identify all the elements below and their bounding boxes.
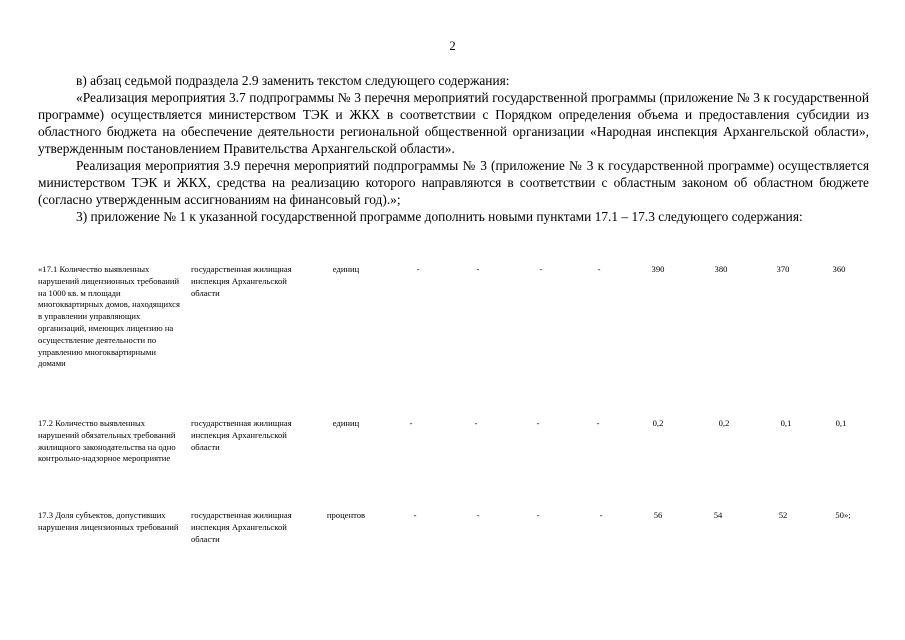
value-cell: - bbox=[597, 264, 601, 274]
value-cell: 370 bbox=[776, 264, 790, 274]
value-cell: - bbox=[476, 264, 480, 274]
indicator-name: 17.3 Доля субъектов, допустивших нарушения лицензионных требований bbox=[38, 510, 179, 532]
value-cell: - bbox=[536, 510, 540, 520]
value-cell: - bbox=[539, 264, 543, 274]
value-cell: 50»; bbox=[835, 510, 851, 520]
value-cell: 0,2 bbox=[652, 418, 664, 428]
value-cell: 52 bbox=[778, 510, 788, 520]
indicators-table bbox=[38, 264, 869, 550]
value-cell: 56 bbox=[653, 510, 663, 520]
indicator-name: «17.1 Количество выявленных нарушений лицензионных требований на 1000 кв. м площади многоквартирных домов, находящихся в управлении управляющих организаций, имеющих лицензию на осуществление деятельности по управлению многоквартирными домами bbox=[38, 264, 180, 369]
value-cell: - bbox=[413, 510, 417, 520]
value-cell: - bbox=[474, 418, 478, 428]
body-text bbox=[38, 72, 869, 225]
value-cell: - bbox=[476, 510, 480, 520]
unit: единиц bbox=[332, 418, 360, 428]
value-cell: - bbox=[416, 264, 420, 274]
value-cell: - bbox=[599, 510, 603, 520]
value-cell: 54 bbox=[713, 510, 723, 520]
responsible-org: государственная жилищная инспекция Архангельской области bbox=[191, 418, 292, 452]
table-row bbox=[38, 264, 869, 418]
paragraph: «Реализация мероприятия 3.7 подпрограммы № 3 перечня мероприятий государственной программы (приложение № 3 к государственной программе) осуществляется министерством ТЭК и ЖКХ в соответствии с Порядком определения объема и предоставления субсидии из областного бюджета на обеспечение деятельности региональной общественной организации «Народная инспекция Архангельской области», утвержденным постановлением Правительства Архангельской области». bbox=[38, 90, 869, 156]
value-cell: 380 bbox=[714, 264, 728, 274]
value-cell: - bbox=[409, 418, 413, 428]
table-row bbox=[38, 418, 869, 510]
value-cell: 360 bbox=[832, 264, 846, 274]
responsible-org: государственная жилищная инспекция Архангельской области bbox=[191, 264, 292, 298]
table-row bbox=[38, 510, 869, 550]
page-number: 2 bbox=[449, 38, 456, 53]
value-cell: 0,2 bbox=[718, 418, 730, 428]
value-cell: 0,1 bbox=[835, 418, 847, 428]
paragraph: Реализация мероприятия 3.9 перечня мероприятий подпрограммы № 3 (приложение № 3 к государственной программе) осуществляется министерством ТЭК и ЖКХ, средства на реализацию которого направляются в соответствии с областным законом об областном бюджете (согласно утвержденным ассигнованиям на финансовый год).»; bbox=[38, 158, 869, 207]
value-cell: 0,1 bbox=[780, 418, 792, 428]
value-cell: - bbox=[536, 418, 540, 428]
unit: процентов bbox=[326, 510, 366, 520]
unit: единиц bbox=[332, 264, 360, 274]
paragraph: в) абзац седьмой подраздела 2.9 заменить текстом следующего содержания: bbox=[76, 73, 510, 88]
indicator-name: 17.2 Количество выявленных нарушений обязательных требований жилищного законодательства на одно контрольно-надзорное мероприятие bbox=[38, 418, 176, 464]
value-cell: 390 bbox=[651, 264, 665, 274]
responsible-org: государственная жилищная инспекция Архангельской области bbox=[191, 510, 292, 544]
paragraph: 3) приложение № 1 к указанной государственной программе дополнить новыми пунктами 17.1 – 17.3 следующего содержания: bbox=[76, 209, 803, 224]
value-cell: - bbox=[596, 418, 600, 428]
